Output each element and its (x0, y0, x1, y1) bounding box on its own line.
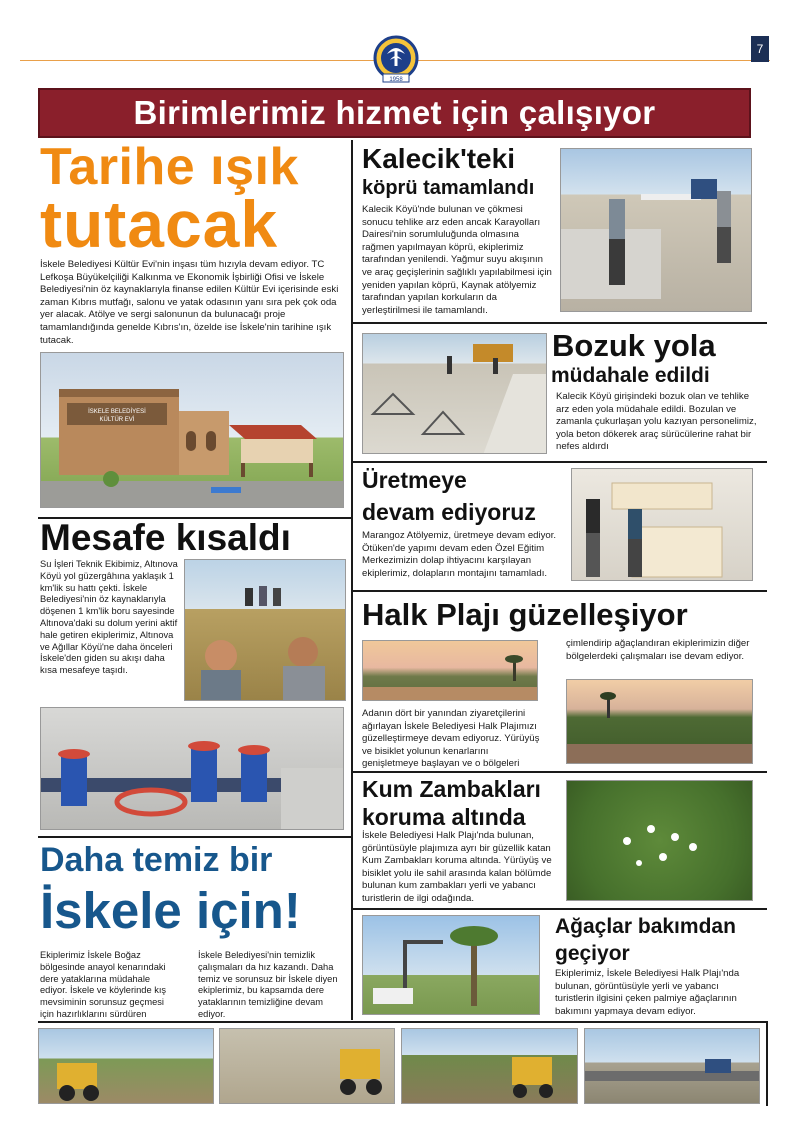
kum-title-line2: koruma altında (362, 804, 526, 830)
rule-halk (352, 771, 767, 773)
right-edge-rule (766, 1022, 768, 1106)
uretmeye-title-line2: devam ediyoruz (362, 499, 536, 525)
svg-text:1958: 1958 (389, 77, 403, 83)
temiz-body-right: İskele Belediyesi'nin temizlik çalışmaları da hız kazandı. Daha temiz ve sorunsuz bir İskele diyen ekiplerimiz, bu kapsamda dere yataklarının temizliğine devam ediyor. (198, 950, 338, 1019)
water-valves-photo (40, 707, 344, 830)
excavator-photo-1 (38, 1028, 214, 1104)
bozuk-title-line1: Bozuk yola (552, 328, 716, 363)
kultur-evi-render-image (40, 352, 344, 508)
excavator-photo-3 (401, 1028, 578, 1104)
bozuk-body: Kalecik Köyü girişindeki bozuk olan ve tehlike arz eden yola müdahale edildi. Bozulan ve zamanla çukurlaşan yolu kazıyan personelimiz, yola beton dökerek araç sürücülerine rahat bir nefes aldırdı (556, 391, 757, 453)
kalecik-body: Kalecik Köyü'nde bulunan ve çökmesi sonucu tehlike arz eden ancak Karayolları Dairesi'nin sorumluluğunda olmasına rağmen yapılmayan köprü, ekiplerimiz tarafından yenilendi. Yağmur suyu akışının ve araç geçişlerinin sağlıklı yapılabilmesi için yeniden yapılan köprü, Kaynak atölyemiz tarafından yapılan korkuların da yerleştirilmesi ile tamamlandı. (362, 204, 552, 316)
uretmeye-body: Marangoz Atölyemiz, üretmeye devam ediyor. Ötüken'de yapımı devam eden Özel Eğitim Merkezimizin dolap ihtiyacını karşılayan ekiplerimiz, dolapların montajını tamamladı. (362, 530, 557, 579)
palm-trees-photo (362, 915, 540, 1015)
road-repair-photo (362, 333, 547, 454)
mesafe-body: Su İşleri Teknik Ekibimiz, Altınova Köyü yol güzergâhına yaklaşık 1 km'lik su hattı çekti. İskele Belediyesi'nin öz kaynaklarıyla döşenen 1 km'lik boru sayesinde Altınova'daki su dolum yerini aktif hale getiren ekiplerimiz, Altınova ve Ağıllar Köyü'ne daha önceleri İskele'den giden su akışı daha kısa mesafeye taşıdı. (40, 559, 178, 676)
temiz-title-line2: İskele için! (40, 882, 301, 939)
page-number: 7 (751, 36, 769, 62)
road-photo-4 (584, 1028, 760, 1104)
agaclar-title-line1: Ağaçlar bakımdan (555, 915, 736, 938)
agaclar-body: Ekiplerimiz, İskele Belediyesi Halk Plajı'nda bulunan, görüntüsüyle yerli ve yabancı turistlerin ilgisini çeken palmiye ağaçlarının bakımını yapmaya devam ediyor. (555, 968, 740, 1017)
agaclar-title-line2: geçiyor (555, 942, 630, 965)
excavator-photo-2 (219, 1028, 395, 1104)
rule-uretmeye (352, 590, 767, 592)
halk-body-right: çimlendirip ağaçlandıran ekiplerimizin diğer bölgelerdeki çalışmaları ise devam ediyor. (566, 638, 750, 662)
svg-text:KÜLTÜR EVİ: KÜLTÜR EVİ (99, 417, 135, 423)
kultur-title-line2: tutacak (40, 187, 279, 261)
kalecik-bridge-photo (560, 148, 752, 312)
carpentry-cabinets-photo (571, 468, 753, 581)
kum-body: İskele Belediyesi Halk Plajı'nda bulunan, görüntüsüyle plajımıza ayrı bir güzellik katan Kum Zambakları koruma altında. Yürüyüş ve bisiklet yolu ile sahil arasında kalan bölümde bulunan kum zambakları yerli ve yabancı turistlerin de ilgi odağında. (362, 830, 552, 904)
rule-bozuk (352, 461, 767, 463)
uretmeye-title-line1: Üretmeye (362, 467, 467, 493)
banner-title: Birimlerimiz hizmet için çalışıyor (133, 94, 656, 131)
rule-kalecik (352, 322, 767, 324)
column-divider (351, 140, 353, 1020)
temiz-body-left: Ekiplerimiz İskele Boğaz bölgesinde anayol kenarındaki dere yataklarına müdahale ediyor. İskele ve köylerinde kış mevsiminin sorunsuz geçmesi için hazırlıklarını sürdüren (40, 950, 167, 1019)
sand-lilies-photo (566, 780, 753, 901)
beach-palms-photo (566, 679, 753, 764)
rule-mesafe (38, 836, 351, 838)
kalecik-title-line2: köprü tamamlandı (362, 177, 535, 199)
mesafe-title: Mesafe kısaldı (40, 517, 291, 558)
kultur-body: İskele Belediyesi Kültür Evi'nin inşası tüm hızıyla devam ediyor. TC Lefkoşa Büyükelçiliği Kalkınma ve Ekonomik İşbirliği Ofisi ve İskele Belediyesi'nin öz kaynaklarıyla finanse edilen Kültür Evi içerisinde eski zaman Kıbrıs mutfağı, salonu ve yatak odasının yanı sıra pek çok oda yer alacak. Atölye ve sergi salonunun da bulunacağı proje tamamlandığında genelde Kıbrıs'ın, özelde ise İskele'nin tarihine ışık tutacak. (40, 259, 339, 346)
kum-title-line1: Kum Zambakları (362, 776, 541, 802)
kultur-title-line1: Tarihe ışık (40, 138, 299, 196)
halk-body-left: Adanın dört bir yanından ziyaretçilerini ağırlayan İskele Belediyesi Halk Plajımızı güzelleştirmeye devam ediyoruz. Yürüyüş ve bisiklet yolunun kenarlarını genişletmeye başlayan ve o bölgeleri (362, 708, 540, 770)
municipality-logo (373, 34, 419, 86)
kalecik-title-line1: Kalecik'teki (362, 143, 515, 174)
rule-bottom (38, 1021, 768, 1023)
section-banner (38, 88, 751, 138)
beach-sunset-photo (362, 640, 538, 701)
rule-kum (352, 908, 767, 910)
water-team-photo (184, 559, 346, 701)
svg-text:İSKELE BELEDİYESİ: İSKELE BELEDİYESİ (88, 409, 146, 415)
bozuk-title-line2: müdahale edildi (551, 364, 710, 387)
halk-title: Halk Plajı güzelleşiyor (362, 597, 688, 632)
temiz-title-line1: Daha temiz bir (40, 841, 273, 879)
